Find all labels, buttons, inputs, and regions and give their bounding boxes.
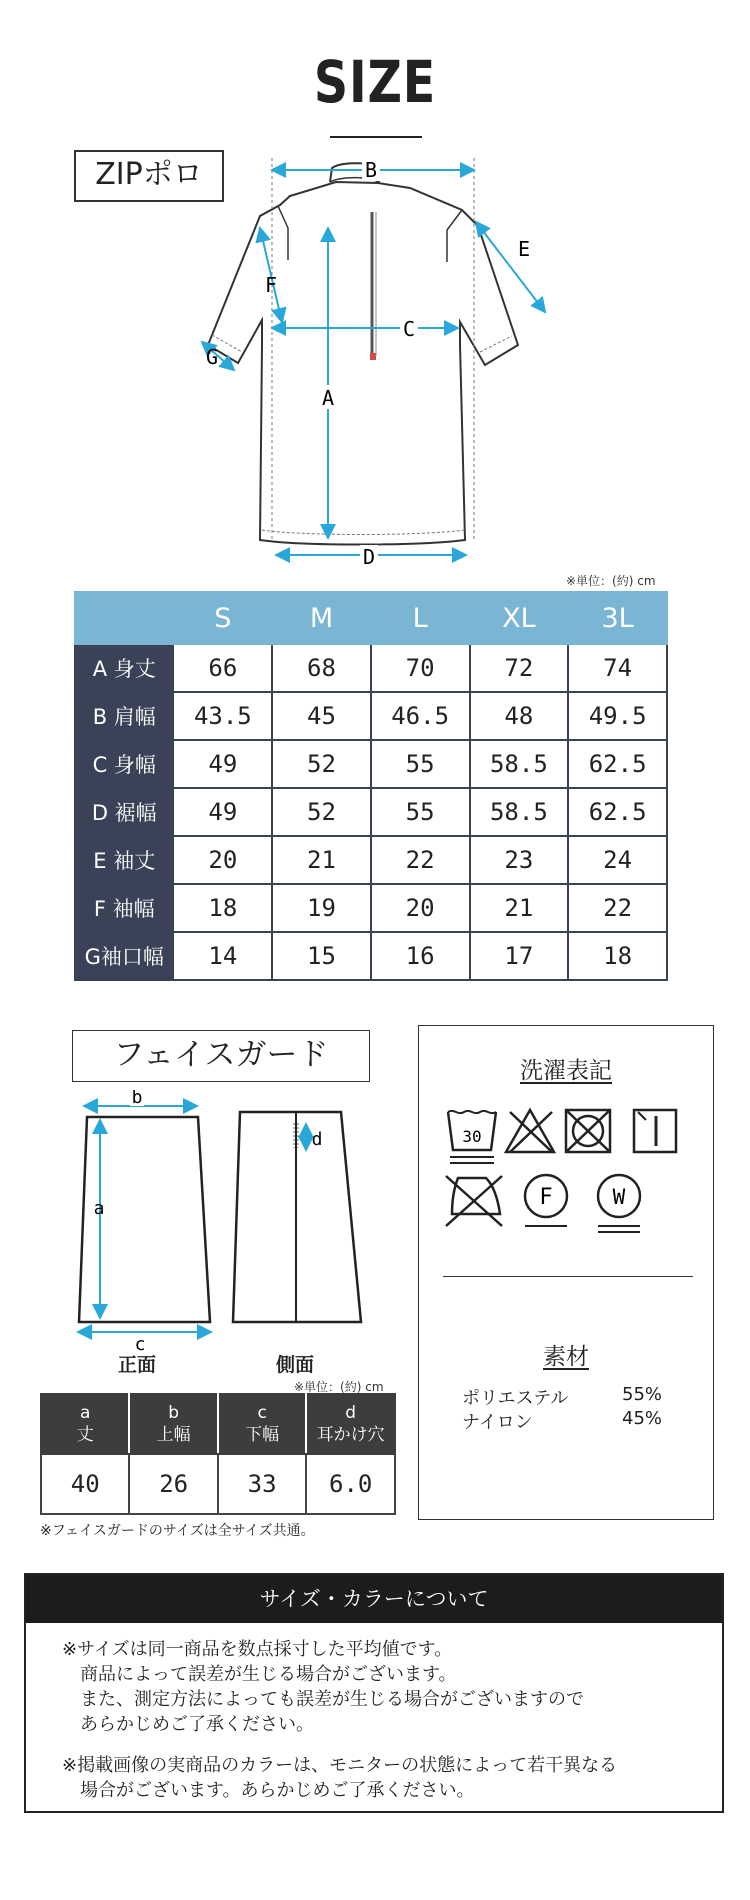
table-cell: 62.5 <box>568 740 667 788</box>
info-line: また、測定方法によっても誤差が生じる場合がございますので <box>62 1689 584 1710</box>
table-cell: 52 <box>272 788 371 836</box>
table-cell: 55 <box>371 788 470 836</box>
row-label: E 袖丈 <box>75 836 173 884</box>
table-cell: 46.5 <box>371 692 470 740</box>
faceguard-note: ※フェイスガードのサイズは全サイズ共通。 <box>40 1523 315 1539</box>
table-row <box>41 1454 395 1514</box>
care-title: 洗濯表記 <box>520 1058 612 1084</box>
wash-30-icon <box>448 1111 496 1163</box>
table-cell: 20 <box>173 836 272 884</box>
svg-text:W: W <box>612 1185 626 1209</box>
row-label: D 裾幅 <box>75 788 173 836</box>
label-f: F <box>264 273 278 297</box>
table-row <box>75 644 667 692</box>
material-percent-1: 45% <box>622 1408 663 1429</box>
polo-unit-note: ※単位：(約) cm <box>566 574 656 588</box>
table-cell: 58.5 <box>470 788 569 836</box>
care-divider <box>443 1276 693 1277</box>
table-cell: 49.5 <box>568 692 667 740</box>
wetclean-w-icon <box>598 1175 640 1232</box>
table-row <box>75 788 667 836</box>
line-dry-icon <box>634 1110 676 1152</box>
table-row <box>75 692 667 740</box>
table-cell: 40 <box>41 1454 129 1514</box>
info-paragraph-2 <box>26 1737 722 1803</box>
faceguard-size-table <box>40 1393 396 1515</box>
table-cell: 68 <box>272 644 371 692</box>
table-cell: 58.5 <box>470 740 569 788</box>
table-cell: 6.0 <box>306 1454 395 1514</box>
table-cell: 48 <box>470 692 569 740</box>
label-fg-d: d <box>311 1129 323 1150</box>
table-cell: 23 <box>470 836 569 884</box>
polo-section-label: ZIPポロ <box>74 150 224 202</box>
care-symbols <box>440 1100 700 1250</box>
faceguard-header-row <box>41 1394 395 1454</box>
table-cell: 24 <box>568 836 667 884</box>
table-cell: 49 <box>173 740 272 788</box>
table-cell: 17 <box>470 932 569 980</box>
fg-col-d: d 耳かけ穴 <box>306 1394 395 1454</box>
label-g: G <box>205 345 219 369</box>
faceguard-diagram <box>70 1090 370 1370</box>
label-a: A <box>321 386 335 410</box>
table-cell: 62.5 <box>568 788 667 836</box>
row-label: F 袖幅 <box>75 884 173 932</box>
table-cell: 45 <box>272 692 371 740</box>
info-line: ※サイズは同一商品を数点採寸した平均値です。 <box>62 1639 453 1660</box>
table-cell: 26 <box>129 1454 217 1514</box>
table-cell: 21 <box>470 884 569 932</box>
table-cell: 43.5 <box>173 692 272 740</box>
faceguard-section-label: フェイスガード <box>72 1030 370 1082</box>
table-row <box>75 836 667 884</box>
table-cell: 33 <box>218 1454 306 1514</box>
table-cell: 49 <box>173 788 272 836</box>
faceguard-front-shape <box>79 1117 210 1322</box>
size-col-xl: XL <box>470 592 569 644</box>
table-cell: 19 <box>272 884 371 932</box>
label-c: C <box>402 317 416 341</box>
info-line: 場合がございます。あらかじめご了承ください。 <box>62 1780 475 1801</box>
faceguard-unit-note: ※単位：(約) cm <box>294 1380 384 1394</box>
label-fg-b: b <box>131 1090 143 1108</box>
label-fg-c: c <box>134 1334 146 1355</box>
label-d: D <box>362 545 376 569</box>
fg-col-b: b 上幅 <box>129 1394 217 1454</box>
table-row <box>75 932 667 980</box>
info-line: ※掲載画像の実商品のカラーは、モニターの状態によって若干異なる <box>62 1755 618 1776</box>
table-cell: 16 <box>371 932 470 980</box>
header-corner <box>75 592 173 644</box>
size-color-info-box <box>24 1573 724 1813</box>
faceguard-side-label: 側面 <box>276 1354 315 1376</box>
material-title: 素材 <box>543 1344 589 1370</box>
no-iron-icon <box>446 1176 502 1226</box>
dryclean-f-icon <box>525 1175 567 1226</box>
size-col-s: S <box>173 592 272 644</box>
no-bleach-icon <box>506 1110 554 1152</box>
table-cell: 15 <box>272 932 371 980</box>
info-line: 商品によって誤差が生じる場合がございます。 <box>62 1664 457 1685</box>
info-paragraph-1 <box>26 1623 722 1737</box>
table-cell: 74 <box>568 644 667 692</box>
size-col-3l: 3L <box>568 592 667 644</box>
svg-text:30: 30 <box>462 1127 482 1146</box>
material-name-1: ナイロン <box>462 1412 533 1433</box>
no-tumble-dry-icon <box>566 1110 610 1152</box>
svg-text:F: F <box>539 1185 553 1210</box>
table-cell: 21 <box>272 836 371 884</box>
table-row <box>75 884 667 932</box>
table-cell: 14 <box>173 932 272 980</box>
row-label: A 身丈 <box>75 644 173 692</box>
table-cell: 70 <box>371 644 470 692</box>
label-fg-a: a <box>93 1198 105 1219</box>
table-cell: 55 <box>371 740 470 788</box>
table-cell: 66 <box>173 644 272 692</box>
row-label: G袖口幅 <box>75 932 173 980</box>
size-col-l: L <box>371 592 470 644</box>
row-label: B 肩幅 <box>75 692 173 740</box>
table-row <box>75 740 667 788</box>
table-cell: 18 <box>568 932 667 980</box>
title-underline <box>330 136 422 138</box>
label-e: E <box>517 237 531 261</box>
table-cell: 72 <box>470 644 569 692</box>
size-col-m: M <box>272 592 371 644</box>
table-cell: 18 <box>173 884 272 932</box>
faceguard-front-label: 正面 <box>118 1354 157 1376</box>
info-line: あらかじめご了承ください。 <box>62 1714 314 1735</box>
label-b: B <box>364 158 378 182</box>
material-name-0: ポリエステル <box>462 1388 569 1409</box>
table-cell: 22 <box>568 884 667 932</box>
size-header-row <box>75 592 667 644</box>
polo-size-table <box>74 591 668 981</box>
page-title: SIZE <box>313 48 437 116</box>
material-percent-0: 55% <box>622 1384 663 1405</box>
table-cell: 20 <box>371 884 470 932</box>
polo-diagram <box>180 145 560 575</box>
row-label: C 身幅 <box>75 740 173 788</box>
fg-col-c: c 下幅 <box>218 1394 306 1454</box>
table-cell: 52 <box>272 740 371 788</box>
fg-col-a: a 丈 <box>41 1394 129 1454</box>
info-heading: サイズ・カラーについて <box>26 1575 722 1623</box>
table-cell: 22 <box>371 836 470 884</box>
